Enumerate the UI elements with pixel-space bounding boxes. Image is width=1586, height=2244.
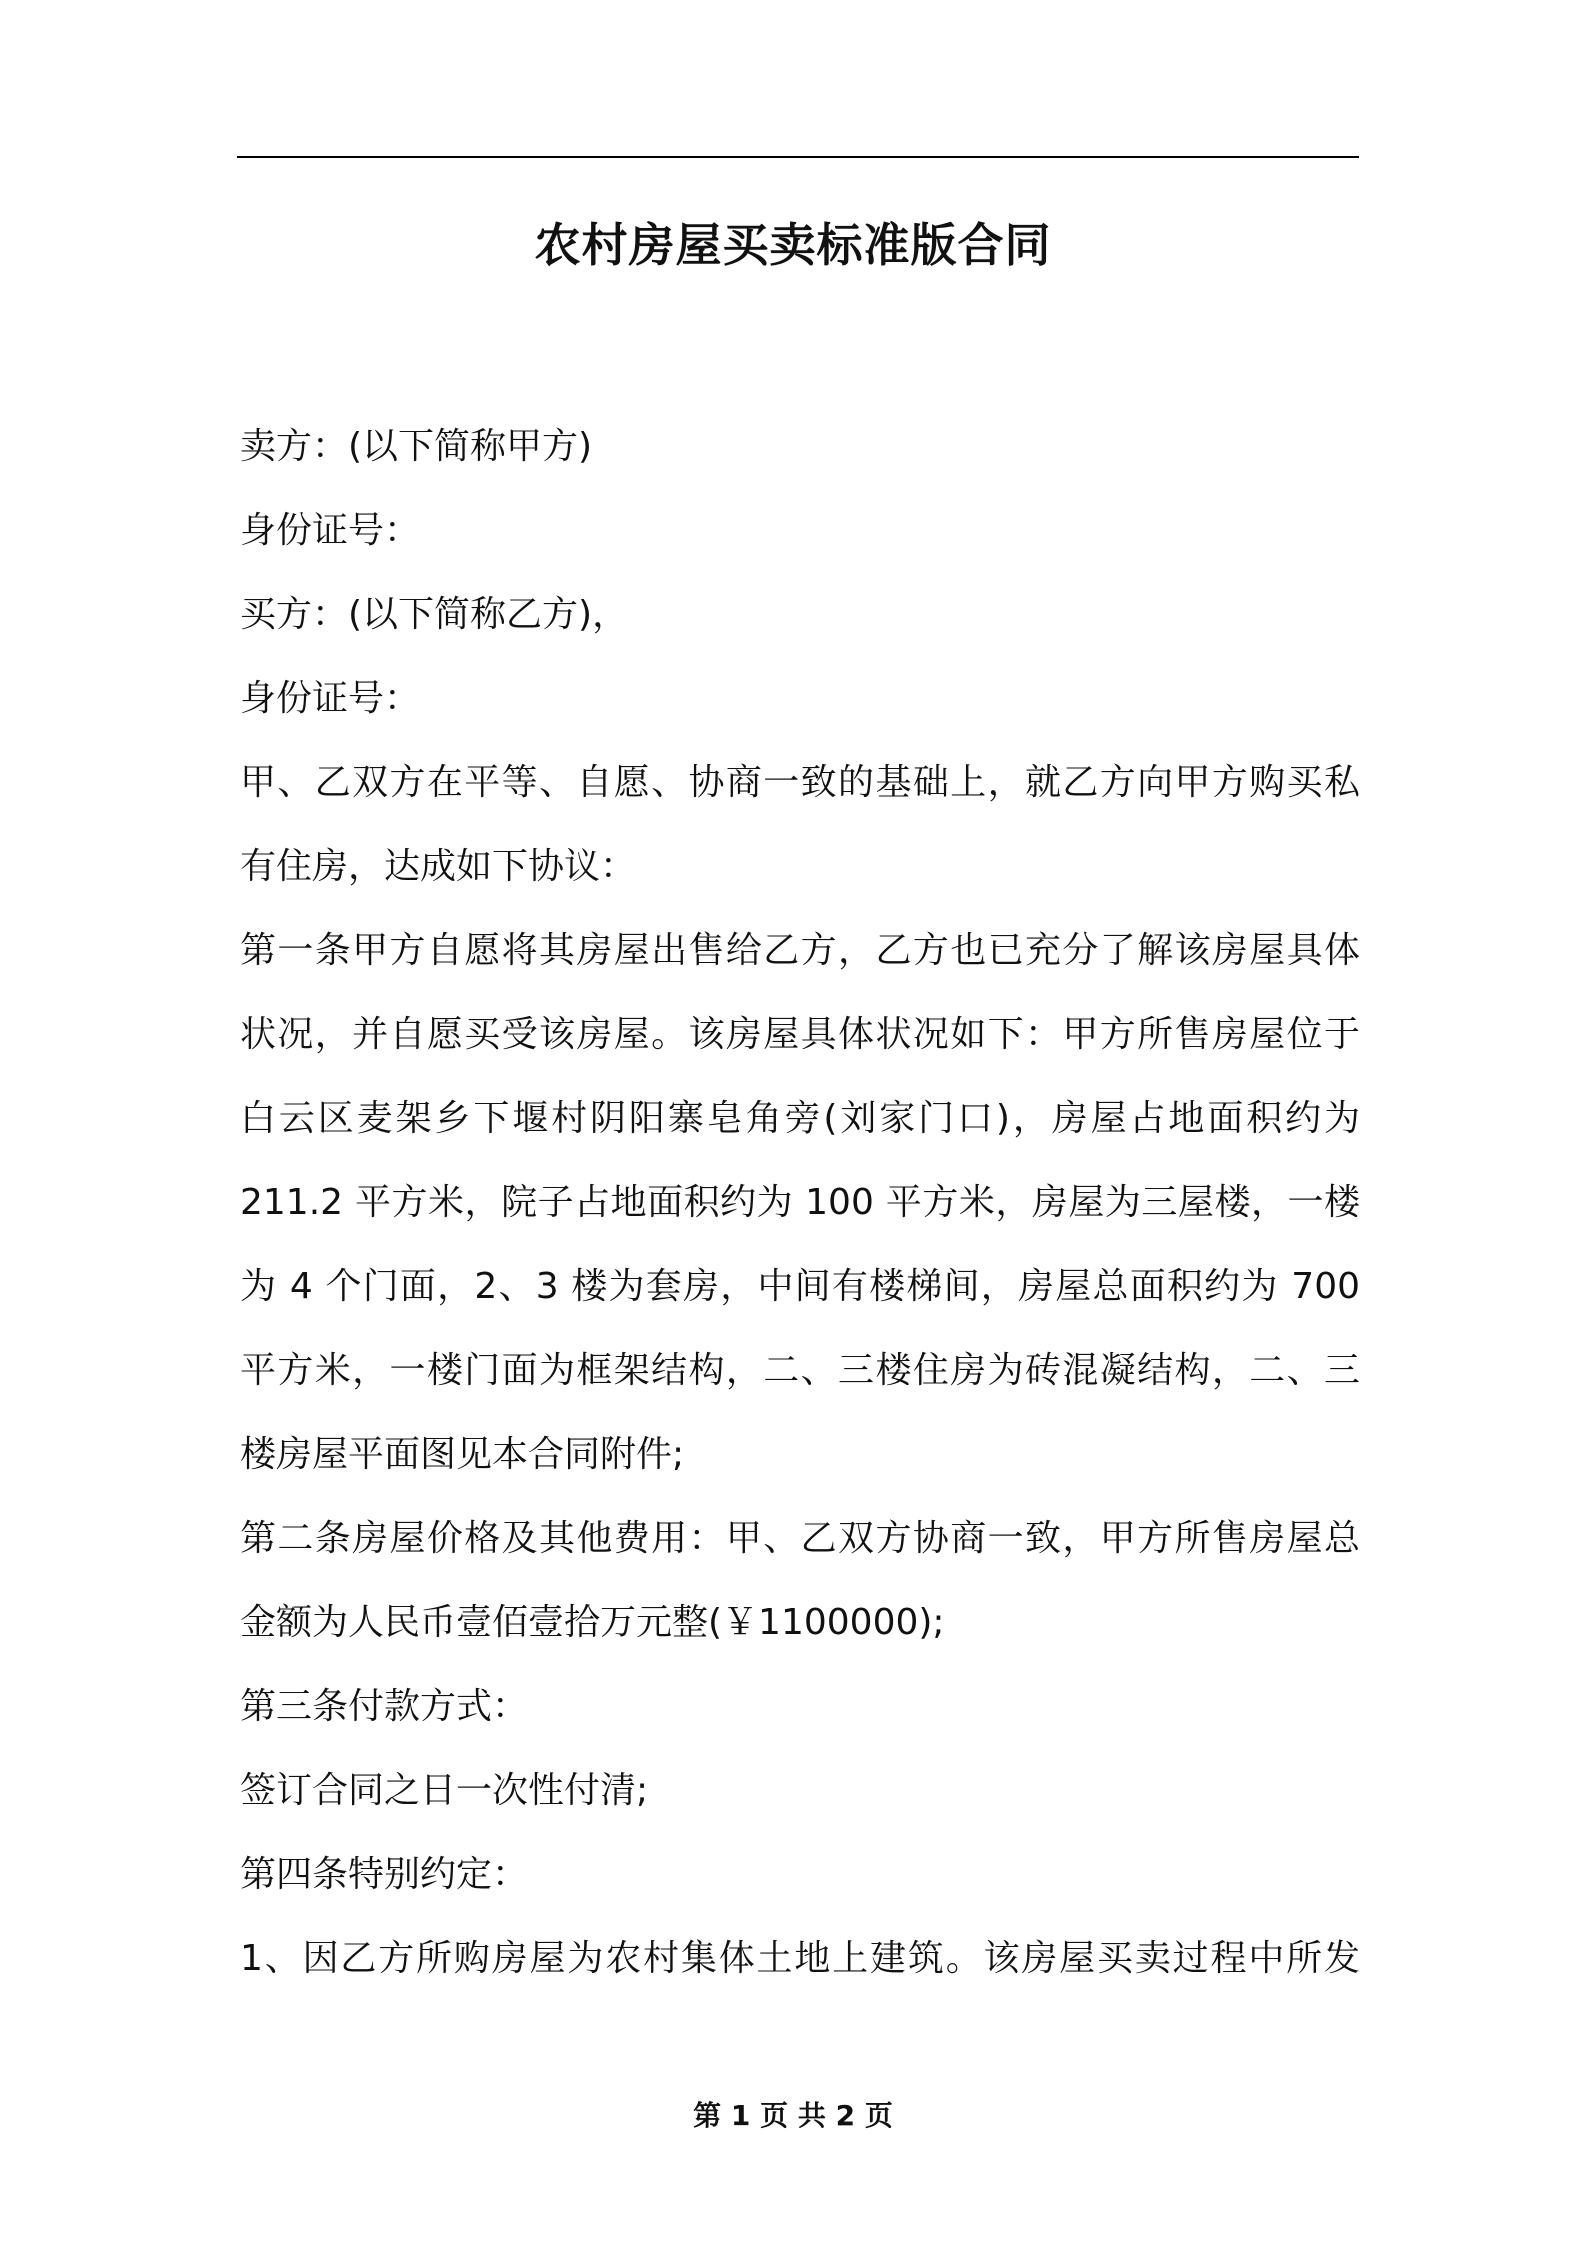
text-line: 状况，并自愿买受该房屋。该房屋具体状况如下：甲方所售房屋位于: [240, 1014, 1360, 1055]
header-rule: [237, 156, 1359, 158]
document-title: 农村房屋买卖标准版合同: [534, 218, 1052, 272]
page-number: 第 1 页 共 2 页: [693, 2099, 893, 2132]
document-body: [240, 405, 1360, 2001]
text-line: 白云区麦架乡下堰村阴阳寨皂角旁(刘家门口)，房屋占地面积约为: [240, 1098, 1360, 1139]
text-line: 第一条甲方自愿将其房屋出售给乙方，乙方也已充分了解该房屋具体: [240, 930, 1360, 971]
text-line: 第三条付款方式：: [240, 1686, 529, 1727]
text-line: 金额为人民币壹佰壹拾万元整(￥1100000);: [240, 1602, 945, 1643]
text-line: 有住房，达成如下协议：: [240, 846, 637, 887]
text-line: 楼房屋平面图见本合同附件;: [240, 1434, 685, 1475]
body-text: [240, 405, 1360, 2001]
text-line: 买方：(以下简称乙方)，: [240, 594, 629, 635]
text-line: 甲、乙双方在平等、自愿、协商一致的基础上，就乙方向甲方购买私: [240, 762, 1360, 803]
text-line: 卖方：(以下简称甲方): [240, 426, 593, 467]
text-line: 1、因乙方所购房屋为农村集体土地上建筑。该房屋买卖过程中所发: [240, 1938, 1360, 1979]
text-line: 211.2 平方米，院子占地面积约为 100 平方米，房屋为三屋楼，一楼: [240, 1182, 1360, 1223]
text-line: 身份证号：: [240, 510, 421, 551]
text-line: 身份证号：: [240, 678, 421, 719]
text-line: 第二条房屋价格及其他费用：甲、乙双方协商一致，甲方所售房屋总: [240, 1518, 1360, 1559]
text-line: 为 4 个门面，2、3 楼为套房，中间有楼梯间，房屋总面积约为 700: [240, 1266, 1360, 1307]
text-line: 签订合同之日一次性付清;: [240, 1770, 649, 1811]
text-line: 第四条特别约定：: [240, 1854, 529, 1895]
text-line: 平方米，一楼门面为框架结构，二、三楼住房为砖混凝结构，二、三: [240, 1350, 1360, 1391]
